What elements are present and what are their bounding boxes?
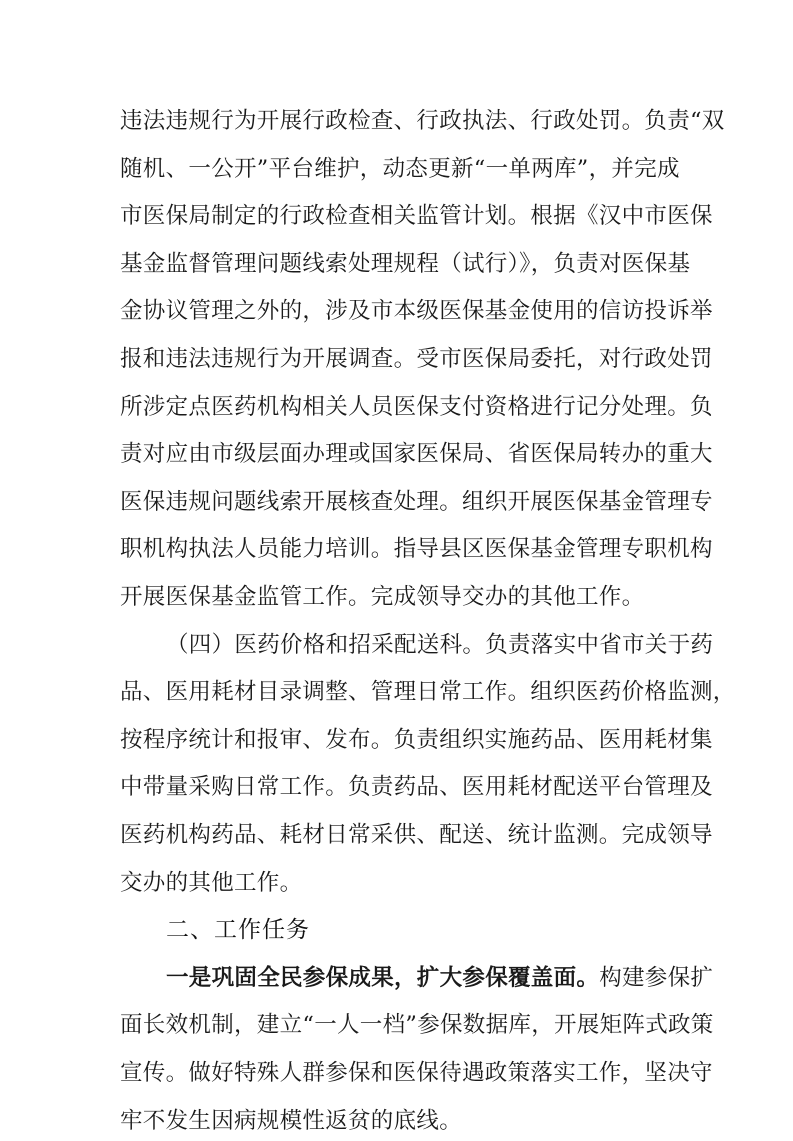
- task-lead-rest: 构建参保扩: [599, 964, 714, 991]
- paragraph-line: 报和违法违规行为开展调查。受市医保局委托，对行政处罚: [120, 346, 713, 372]
- paragraph-line: 开展医保基金监管工作。完成领导交办的其他工作。: [120, 584, 645, 610]
- paragraph-line: 交办的其他工作。: [120, 869, 303, 896]
- paragraph-line: 金协议管理之外的，涉及市本级医保基金使用的信访投诉举: [120, 298, 713, 325]
- task-paragraph-first-line: [166, 958, 714, 998]
- paragraph-line: 随机、一公开”平台维护，动态更新“一单两库”，并完成: [120, 155, 680, 182]
- paragraph-line: 医药机构药品、耗材日常采供、配送、统计监测。完成领导: [120, 822, 713, 848]
- paragraph-line: 市医保局制定的行政检查相关监管计划。根据《汉中市医保: [120, 203, 713, 230]
- paragraph-line: 医保违规问题线索开展核查处理。组织开展医保基金管理专: [120, 488, 713, 515]
- task-bold-lead: 一是巩固全民参保成果，扩大参保覆盖面。: [166, 964, 600, 991]
- paragraph-line: 职机构执法人员能力培训。指导县区医保基金管理专职机构: [120, 536, 713, 563]
- paragraph-line: 违法违规行为开展行政检查、行政执法、行政处罚。负责“双: [120, 108, 725, 134]
- paragraph-line: 责对应由市级层面办理或国家医保局、省医保局转办的重大: [120, 441, 713, 468]
- paragraph-line: 所涉定点医药机构相关人员医保支付资格进行记分处理。负: [120, 393, 713, 420]
- paragraph-line: 基金监督管理问题线索处理规程（试行）》，负责对医保基: [120, 250, 691, 277]
- paragraph-line: 宣传。做好特殊人群参保和医保待遇政策落实工作，坚决守: [120, 1060, 713, 1086]
- section-heading: 二、工作任务: [166, 917, 310, 944]
- paragraph-line: 面长效机制，建立“一人一档”参保数据库，开展矩阵式政策: [120, 1012, 714, 1039]
- paragraph-line: 品、医用耗材目录调整、管理日常工作。组织医药价格监测，: [120, 679, 736, 706]
- paragraph-line: 牢不发生因病规模性返贫的底线。: [120, 1107, 463, 1134]
- paragraph-line: （四）医药价格和招采配送科。负责落实中省市关于药: [166, 631, 714, 658]
- paragraph-line: 中带量采购日常工作。负责药品、医用耗材配送平台管理及: [120, 774, 713, 801]
- paragraph-line: 按程序统计和报审、发布。负责组织实施药品、医用耗材集: [120, 726, 713, 753]
